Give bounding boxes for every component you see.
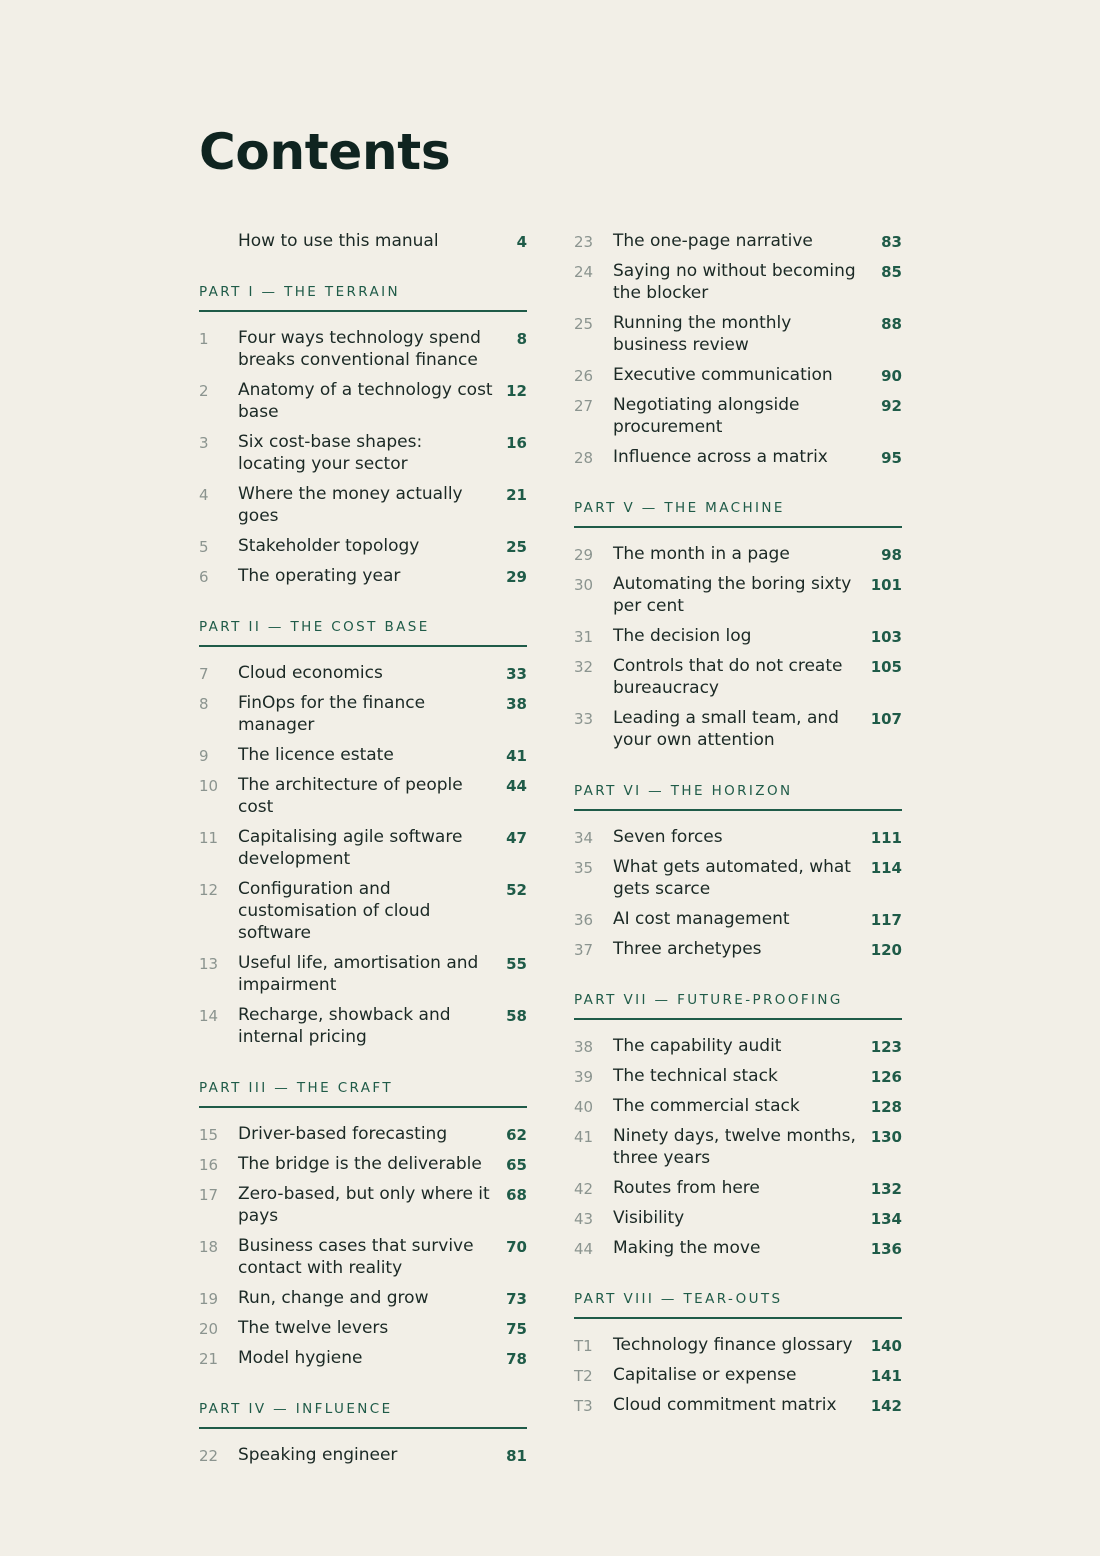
page-number: 47	[506, 829, 527, 847]
chapter-title[interactable]: Configuration and customisation of cloud software	[238, 879, 431, 943]
part-heading: PART IV — INFLUENCE	[199, 1400, 527, 1429]
page-number: 21	[506, 486, 527, 504]
chapter-title[interactable]: Ninety days, twelve months, three years	[613, 1126, 856, 1168]
contents-column-left	[199, 226, 527, 1470]
chapter-title[interactable]: Speaking engineer	[238, 1445, 398, 1465]
chapter-title[interactable]: The operating year	[238, 566, 401, 586]
chapter-title[interactable]: Anatomy of a technology cost base	[238, 380, 493, 422]
toc-entry[interactable]	[574, 621, 902, 651]
page-number: 130	[870, 1128, 902, 1146]
toc-entry[interactable]	[199, 323, 527, 375]
toc-entry[interactable]	[199, 479, 527, 531]
chapter-number: 10	[199, 777, 219, 795]
page-number: 142	[870, 1397, 902, 1415]
chapter-number: T2	[574, 1367, 593, 1385]
chapter-number: 40	[574, 1098, 594, 1116]
chapter-title[interactable]: Automating the boring sixty per cent	[613, 574, 852, 616]
toc-entry[interactable]	[199, 1313, 527, 1343]
toc-entry[interactable]	[199, 1179, 527, 1231]
chapter-title[interactable]: Technology finance glossary	[613, 1335, 853, 1355]
page-number: 117	[870, 911, 902, 929]
chapter-title[interactable]: Controls that do not create bureaucracy	[613, 656, 843, 698]
page-number: 88	[881, 315, 902, 333]
chapter-title[interactable]: The licence estate	[238, 745, 394, 765]
page-number: 111	[870, 829, 902, 847]
page-number: 95	[881, 449, 902, 467]
chapter-title[interactable]: Running the monthly business review	[613, 313, 792, 355]
chapter-number: 43	[574, 1210, 594, 1228]
chapter-number: 39	[574, 1068, 594, 1086]
chapter-title[interactable]: Driver-based forecasting	[238, 1124, 448, 1144]
chapter-number: 16	[199, 1156, 219, 1174]
page-number: 140	[870, 1337, 902, 1355]
chapter-title[interactable]: Making the move	[613, 1238, 761, 1258]
page-number: 16	[506, 434, 527, 452]
page-number: 33	[506, 665, 527, 683]
chapter-number: 21	[199, 1350, 219, 1368]
chapter-title[interactable]: The decision log	[613, 626, 752, 646]
toc-entry[interactable]	[574, 360, 902, 390]
page-number: 136	[870, 1240, 902, 1258]
toc-entry[interactable]	[199, 874, 527, 948]
toc-entry[interactable]	[199, 226, 527, 256]
toc-entry[interactable]	[199, 1283, 527, 1313]
chapter-number: 42	[574, 1180, 594, 1198]
page-number: 141	[870, 1367, 902, 1385]
chapter-title[interactable]: Seven forces	[613, 827, 723, 847]
part-heading: PART III — THE CRAFT	[199, 1079, 527, 1108]
chapter-number: 12	[199, 881, 219, 899]
page-number: 98	[881, 546, 902, 564]
toc-entry[interactable]	[574, 539, 902, 569]
chapter-number: 33	[574, 710, 594, 728]
chapter-number: 4	[199, 486, 209, 504]
toc-entry[interactable]	[199, 822, 527, 874]
toc-entry[interactable]	[199, 1440, 527, 1470]
chapter-title[interactable]: Business cases that survive contact with reality	[238, 1236, 474, 1278]
chapter-number: 28	[574, 449, 594, 467]
page-number: 68	[506, 1186, 527, 1204]
chapter-number: 8	[199, 695, 209, 713]
toc-entry[interactable]	[574, 569, 902, 621]
chapter-number: T1	[574, 1337, 593, 1355]
toc-entry[interactable]	[574, 904, 902, 934]
toc-entry[interactable]	[574, 226, 902, 256]
toc-entry[interactable]	[574, 852, 902, 904]
toc-entry[interactable]	[574, 1173, 902, 1203]
page-number: 38	[506, 695, 527, 713]
part-heading: PART VIII — TEAR-OUTS	[574, 1290, 902, 1319]
page-number: 58	[506, 1007, 527, 1025]
chapter-title[interactable]: Leading a small team, and your own attention	[613, 708, 839, 750]
toc-entry[interactable]	[199, 1231, 527, 1283]
part-heading: PART I — THE TERRAIN	[199, 283, 527, 312]
page-number: 123	[870, 1038, 902, 1056]
chapter-number: 22	[199, 1447, 219, 1465]
toc-entry[interactable]	[574, 934, 902, 964]
chapter-number: 34	[574, 829, 594, 847]
chapter-number: 36	[574, 911, 594, 929]
part-heading: PART V — THE MACHINE	[574, 499, 902, 528]
part-heading: PART VII — FUTURE-PROOFING	[574, 991, 902, 1020]
chapter-number: 37	[574, 941, 594, 959]
chapter-title[interactable]: Capitalising agile software development	[238, 827, 463, 869]
page-number: 103	[870, 628, 902, 646]
chapter-title[interactable]: FinOps for the finance manager	[238, 693, 426, 735]
chapter-title[interactable]: Model hygiene	[238, 1348, 363, 1368]
page-number: 4	[516, 233, 527, 251]
page-number: 126	[870, 1068, 902, 1086]
page-number: 44	[506, 777, 527, 795]
chapter-title[interactable]: Negotiating alongside procurement	[613, 395, 800, 437]
toc-entry[interactable]	[199, 375, 527, 427]
chapter-number: 24	[574, 263, 594, 281]
chapter-title[interactable]: Saying no without becoming the blocker	[613, 261, 856, 303]
chapter-title[interactable]: How to use this manual	[238, 231, 439, 251]
chapter-title[interactable]: The architecture of people cost	[238, 775, 463, 817]
chapter-number: 19	[199, 1290, 219, 1308]
toc-entry[interactable]	[574, 651, 902, 703]
chapter-number: 6	[199, 568, 209, 586]
toc-entry[interactable]	[199, 561, 527, 591]
page-number: 29	[506, 568, 527, 586]
chapter-title[interactable]: Run, change and grow	[238, 1288, 429, 1308]
toc-entry[interactable]	[199, 948, 527, 1000]
chapter-title[interactable]: Zero-based, but only where it pays	[238, 1184, 490, 1226]
chapter-number: 31	[574, 628, 594, 646]
part-heading: PART II — THE COST BASE	[199, 618, 527, 647]
chapter-number: T3	[574, 1397, 593, 1415]
page-number: 52	[506, 881, 527, 899]
page-number: 75	[506, 1320, 527, 1338]
toc-entry[interactable]	[574, 822, 902, 852]
chapter-number: 15	[199, 1126, 219, 1144]
chapter-number: 25	[574, 315, 594, 333]
chapter-number: 17	[199, 1186, 219, 1204]
toc-entry[interactable]	[199, 531, 527, 561]
chapter-title[interactable]: Recharge, showback and internal pricing	[238, 1005, 451, 1047]
toc-entry[interactable]	[574, 390, 902, 442]
chapter-title[interactable]: Where the money actually goes	[238, 484, 463, 526]
chapter-number: 23	[574, 233, 594, 251]
toc-entry[interactable]	[574, 1061, 902, 1091]
toc-entry[interactable]	[574, 703, 902, 755]
toc-entry[interactable]	[574, 1233, 902, 1263]
chapter-number: 7	[199, 665, 209, 683]
chapter-number: 20	[199, 1320, 219, 1338]
chapter-number: 1	[199, 330, 209, 348]
page-number: 128	[870, 1098, 902, 1116]
page-number: 78	[506, 1350, 527, 1368]
page-number: 41	[506, 747, 527, 765]
contents-column-right	[574, 226, 902, 1420]
chapter-title[interactable]: Capitalise or expense	[613, 1365, 797, 1385]
toc-entry[interactable]	[199, 1119, 527, 1149]
toc-entry[interactable]	[574, 1091, 902, 1121]
toc-entry[interactable]	[199, 1343, 527, 1373]
toc-entry[interactable]	[574, 256, 902, 308]
chapter-number: 35	[574, 859, 594, 877]
page-number: 107	[870, 710, 902, 728]
page-number: 70	[506, 1238, 527, 1256]
toc-entry[interactable]	[574, 1330, 902, 1360]
toc-entry[interactable]	[574, 1031, 902, 1061]
chapter-number: 11	[199, 829, 219, 847]
chapter-title[interactable]: Four ways technology spend breaks conventional finance	[238, 328, 481, 370]
chapter-number: 44	[574, 1240, 594, 1258]
chapter-title[interactable]: The technical stack	[613, 1066, 778, 1086]
toc-entry[interactable]	[199, 658, 527, 688]
chapter-title[interactable]: What gets automated, what gets scarce	[613, 857, 851, 899]
chapter-title[interactable]: AI cost management	[613, 909, 790, 929]
page-number: 12	[506, 382, 527, 400]
toc-entry[interactable]	[574, 442, 902, 472]
chapter-number: 3	[199, 434, 209, 452]
chapter-title[interactable]: Three archetypes	[613, 939, 762, 959]
chapter-title[interactable]: Executive communication	[613, 365, 833, 385]
chapter-title[interactable]: Useful life, amortisation and impairment	[238, 953, 479, 995]
part-heading: PART VI — THE HORIZON	[574, 782, 902, 811]
toc-entry[interactable]	[199, 1149, 527, 1179]
chapter-number: 5	[199, 538, 209, 556]
page-number: 134	[870, 1210, 902, 1228]
chapter-number: 27	[574, 397, 594, 415]
chapter-title[interactable]: The bridge is the deliverable	[238, 1154, 482, 1174]
chapter-title[interactable]: The month in a page	[613, 544, 790, 564]
chapter-number: 9	[199, 747, 209, 765]
chapter-number: 2	[199, 382, 209, 400]
toc-entry[interactable]	[199, 427, 527, 479]
page-number: 65	[506, 1156, 527, 1174]
chapter-title[interactable]: The capability audit	[613, 1036, 782, 1056]
toc-entry[interactable]	[574, 1203, 902, 1233]
toc-entry[interactable]	[199, 740, 527, 770]
toc-entry[interactable]	[574, 1121, 902, 1173]
chapter-number: 38	[574, 1038, 594, 1056]
chapter-number: 41	[574, 1128, 594, 1146]
chapter-number: 13	[199, 955, 219, 973]
chapter-title[interactable]: Influence across a matrix	[613, 447, 828, 467]
chapter-title[interactable]: The one-page narrative	[613, 231, 813, 251]
page-number: 90	[881, 367, 902, 385]
chapter-title[interactable]: The twelve levers	[238, 1318, 389, 1338]
chapter-title[interactable]: Six cost-base shapes: locating your sector	[238, 432, 423, 474]
toc-entry[interactable]	[574, 308, 902, 360]
page-number: 8	[516, 330, 527, 348]
page-number: 132	[870, 1180, 902, 1198]
page-number: 114	[870, 859, 902, 877]
toc-entry[interactable]	[199, 770, 527, 822]
page-title: Contents	[199, 123, 451, 181]
page-number: 85	[881, 263, 902, 281]
page-number: 73	[506, 1290, 527, 1308]
toc-entry[interactable]	[574, 1360, 902, 1390]
page-number: 81	[506, 1447, 527, 1465]
toc-entry[interactable]	[574, 1390, 902, 1420]
chapter-title[interactable]: Cloud commitment matrix	[613, 1395, 837, 1415]
chapter-number: 29	[574, 546, 594, 564]
chapter-number: 18	[199, 1238, 219, 1256]
page-number: 105	[870, 658, 902, 676]
chapter-title[interactable]: Cloud economics	[238, 663, 383, 683]
toc-entry[interactable]	[199, 688, 527, 740]
page-number: 25	[506, 538, 527, 556]
chapter-number: 14	[199, 1007, 219, 1025]
page-number: 92	[881, 397, 902, 415]
page-number: 83	[881, 233, 902, 251]
chapter-number: 32	[574, 658, 594, 676]
page-number: 101	[870, 576, 902, 594]
toc-entry[interactable]	[199, 1000, 527, 1052]
page-number: 55	[506, 955, 527, 973]
page-number: 120	[870, 941, 902, 959]
page-number: 62	[506, 1126, 527, 1144]
chapter-number: 26	[574, 367, 594, 385]
chapter-title[interactable]: Visibility	[613, 1208, 685, 1228]
chapter-title[interactable]: Routes from here	[613, 1178, 760, 1198]
chapter-number: 30	[574, 576, 594, 594]
chapter-title[interactable]: Stakeholder topology	[238, 536, 420, 556]
chapter-title[interactable]: The commercial stack	[613, 1096, 800, 1116]
